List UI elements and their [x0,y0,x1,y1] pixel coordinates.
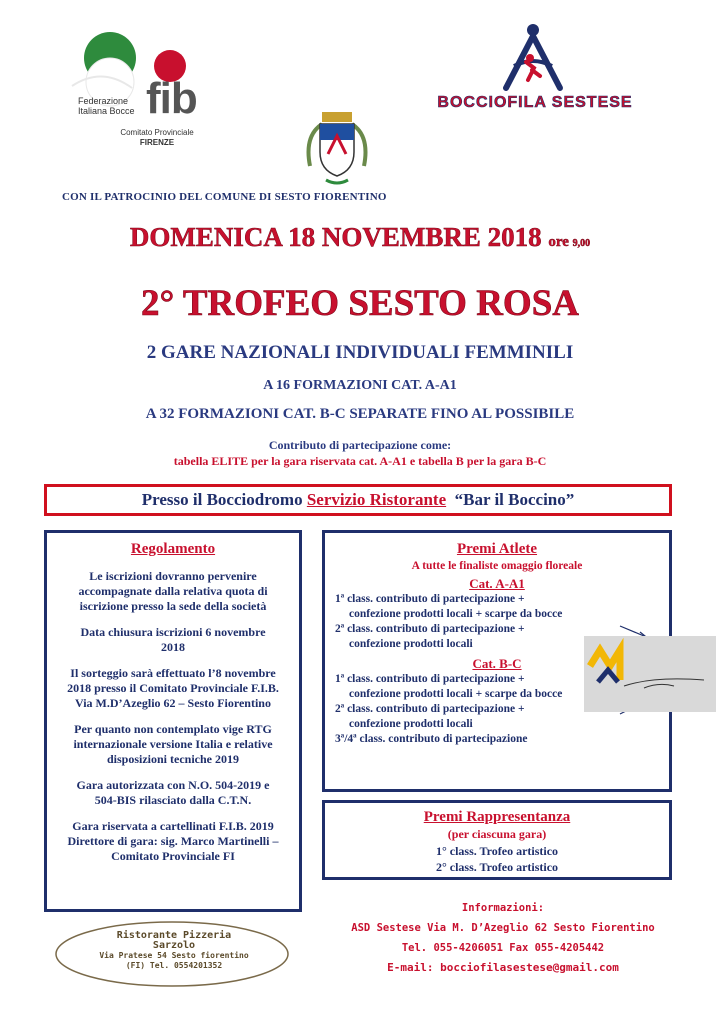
info-phones: Tel. 055-4206051 Fax 055-4205442 [401,942,605,954]
premi-atlete-note: A tutte le finaliste omaggio floreale [411,560,583,572]
event-line-b: A 32 FORMAZIONI CAT. B-C SEPARATE FINO AL POSSIBILE [145,406,575,422]
prize-line: 3ª/4ª class. contributo di partecipazione [335,733,528,745]
rappresentanza-item: 2° class. Trofeo artistico [435,860,559,874]
regolamento-paragraph: Le iscrizioni dovranno pervenire accompagnate dalla relativa quota di iscrizione presso la sede della società [78,569,268,613]
event-line-a: A 16 FORMAZIONI CAT. A-A1 [263,378,457,393]
event-title: 2° TROFEO SESTO ROSA [140,283,580,324]
bocciofila-logo [496,22,570,94]
regolamento-paragraph: Gara autorizzata con N.O. 504-2019 e 504-BIS rilasciato dalla C.T.N. [76,778,270,807]
prize-line: 2ª class. contributo di partecipazione + [335,623,525,635]
prize-line: confezione prodotti locali + scarpe da bocce [349,688,563,700]
bocciofila-name: BOCCIOFILA SESTESE [437,94,633,111]
informazioni-block [318,898,688,978]
regolamento-panel [44,530,302,912]
cat-b-title: Cat. B-C [472,656,522,671]
prize-line: confezione prodotti locali + scarpe da bocce [349,608,563,620]
regolamento-title: Regolamento [130,541,216,557]
fib-name: Federazione Italiana Bocce [78,96,135,116]
event-date: DOMENICA 18 NOVEMBRE 2018 ore 9,00 [129,222,591,252]
fib-comitato: Comitato Provinciale FIRENZE [120,128,194,147]
sponsor-text [74,931,274,971]
sponsor-name: Ristorante Pizzeria [116,930,232,941]
info-address: ASD Sestese Via M. D’Azeglio 62 Sesto Fiorentino [351,922,655,934]
prize-line: confezione prodotti locali [349,638,473,650]
prize-line: 1ª class. contributo di partecipazione + [335,673,525,685]
sponsor-address: Via Pratese 54 Sesto fiorentino [99,951,249,960]
info-title: Informazioni: [461,902,545,914]
fib-wordmark: fib [146,74,197,123]
premi-rappresentanza-note: (per ciascuna gara) [447,827,547,841]
contributo-intro: Contributo di partecipazione come: [268,438,452,452]
rappresentanza-item: 1° class. Trofeo artistico [435,844,559,858]
scarpe-bocce-photo [584,636,716,712]
regolamento-paragraph: Gara riservata a cartellinati F.I.B. 2019 Direttore di gara: sig. Marco Martinelli – Comitato Provinciale FI [67,819,279,863]
patrocinio-line: CON IL PATROCINIO DEL COMUNE DI SESTO FIORENTINO [62,191,387,203]
premi-rappresentanza-panel [322,800,672,880]
regolamento-paragraph: Per quanto non contemplato vige RTG internazionale versione Italia e relative disposizioni tecniche 2019 [73,722,273,766]
contributo-detail: tabella ELITE per la gara riservata cat. A-A1 e tabella B per la gara B-C [173,454,547,468]
comune-crest-icon [302,106,372,188]
cat-a-title: Cat. A-A1 [469,576,525,591]
regolamento-paragraph: Data chiusura iscrizioni 6 novembre 2018 [80,625,266,654]
regolamento-paragraph: Il sorteggio sarà effettuato l’8 novembre 2018 presso il Comitato Provinciale F.I.B. Via M.D’Azeglio 62 – Sesto Fiorentino [67,666,279,710]
premi-atlete-title: Premi Atlete [456,541,538,557]
prize-line: 1ª class. contributo di partecipazione + [335,593,525,605]
ristorante-banner: Presso il Bocciodromo Servizio Ristorante “Bar il Boccino” [44,484,672,516]
sponsor-name-2: Sarzolo [152,940,196,951]
info-email: E-mail: bocciofilasestese@gmail.com [387,961,619,974]
sponsor-phone: (FI) Tel. 0554201352 [125,961,223,970]
premi-rappresentanza-title: Premi Rappresentanza [423,809,571,825]
event-subtitle: 2 GARE NAZIONALI INDIVIDUALI FEMMINILI [146,342,574,363]
prize-line: 2ª class. contributo di partecipazione + [335,703,525,715]
prize-line: confezione prodotti locali [349,718,473,730]
